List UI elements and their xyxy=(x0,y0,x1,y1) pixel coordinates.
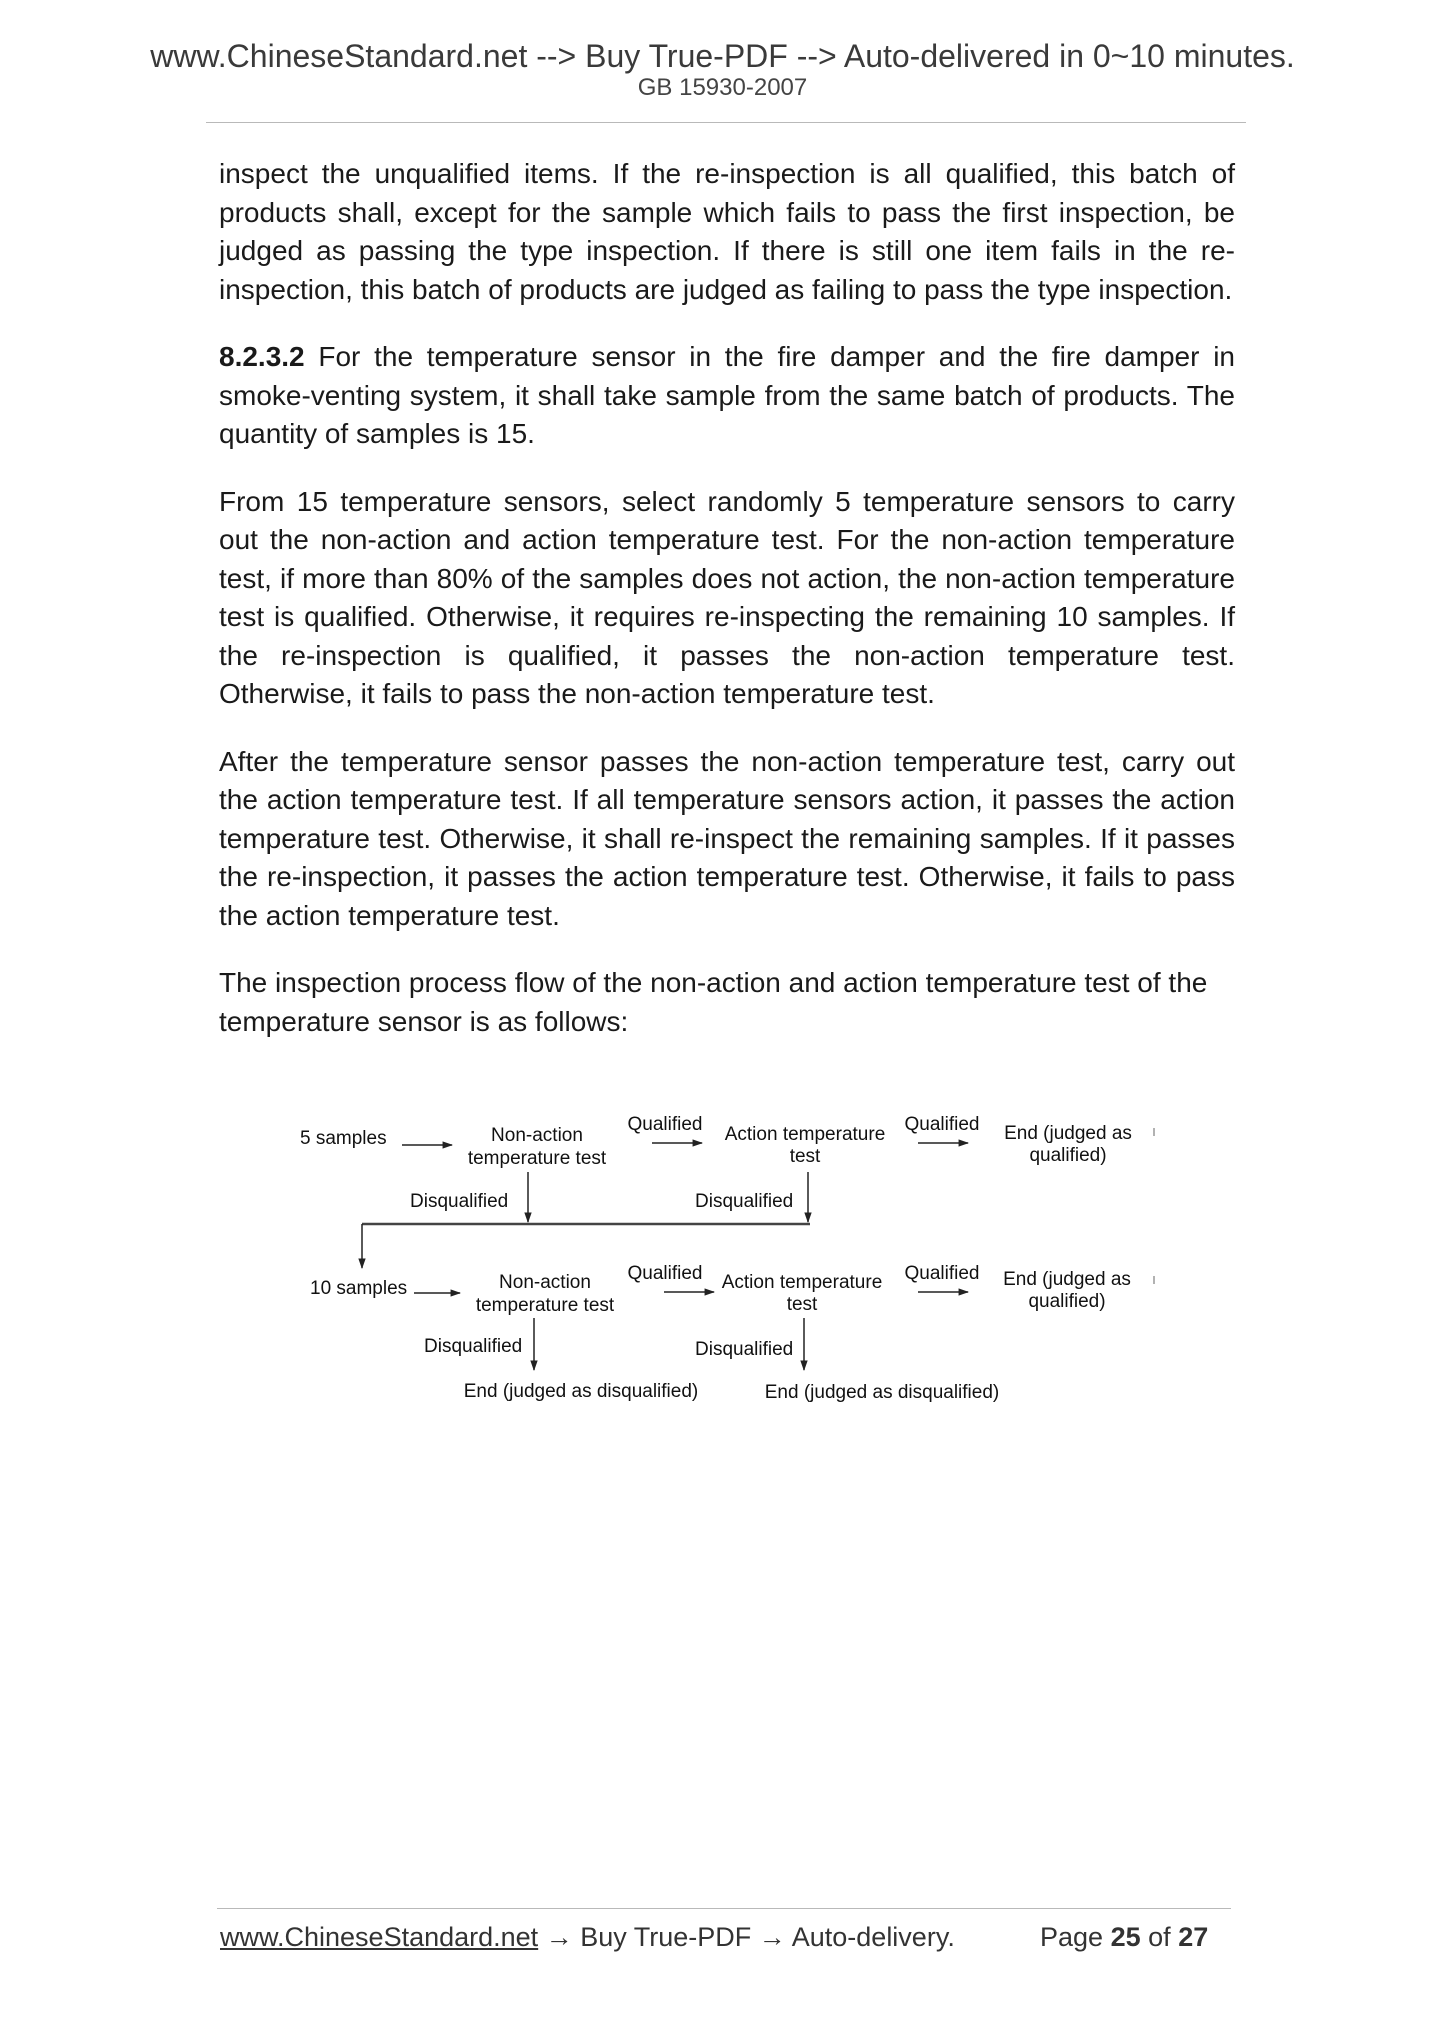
flow-start-10-samples: 10 samples xyxy=(310,1278,408,1299)
flow-row2-test1-line1: Non-action xyxy=(499,1272,591,1293)
page-word: Page xyxy=(1040,1922,1104,1952)
paragraph-text: The inspection process flow of the non-action and action temperature test of the temperature sensor is as follows: xyxy=(219,967,1208,1037)
flow-row1-disqualified2: Disqualified xyxy=(695,1191,794,1212)
paragraph-continuation xyxy=(219,155,1235,309)
standard-number: GB 15930-2007 xyxy=(637,74,808,101)
clause-8-2-3-2 xyxy=(219,338,1235,454)
flow-row2-test1-line2: temperature test xyxy=(475,1295,615,1316)
flow-row2-test2-line2: test xyxy=(786,1294,818,1315)
paragraph-text: After the temperature sensor passes the non-action temperature test, carry out the action temperature test. If all temperature sensors action, it passes the action temperature test. Otherwise, it shall re-inspect the remaining samples. If it passes the re-inspection, it passes the action temperature test. Otherwise, it fails to pass the action temperature test. xyxy=(219,745,1235,931)
footer-tagline: → Buy True-PDF → Auto-delivery. xyxy=(538,1922,955,1952)
flow-row2-qualified1: Qualified xyxy=(627,1263,703,1284)
flow-row2-end-line1: End (judged as xyxy=(1003,1269,1131,1290)
flow-start-5-samples: 5 samples xyxy=(300,1128,387,1149)
flow-row1-disqualified1: Disqualified xyxy=(410,1191,509,1212)
page-indicator xyxy=(1040,1922,1208,1953)
flow-row2-test2-line1: Action temperature xyxy=(721,1272,883,1293)
flow-row1-test1-line2: temperature test xyxy=(467,1148,607,1169)
clause-number: 8.2.3.2 xyxy=(219,341,305,372)
flow-row1-test2-line1: Action temperature xyxy=(724,1124,886,1145)
flow-row2-disqualified2: Disqualified xyxy=(695,1339,794,1360)
document-body xyxy=(219,155,1235,1070)
paragraph-non-action-test xyxy=(219,483,1235,714)
page-total: 27 xyxy=(1178,1922,1209,1952)
flow-end-disqualified-2: End (judged as disqualified) xyxy=(764,1382,1000,1403)
paragraph-text: For the temperature sensor in the fire damper and the fire damper in smoke-venting system, it shall take sample from the same batch of products. The quantity of samples is 15. xyxy=(219,341,1235,449)
flow-row2-disqualified1: Disqualified xyxy=(424,1336,523,1357)
page-current: 25 xyxy=(1110,1922,1141,1952)
page-of: of xyxy=(1148,1922,1171,1952)
header-divider xyxy=(206,122,1246,123)
paragraph-action-test xyxy=(219,743,1235,936)
flow-row1-test1-line1: Non-action xyxy=(491,1125,583,1146)
paragraph-text: inspect the unqualified items. If the re-inspection is all qualified, this batch of products shall, except for the sample which fails to pass the first inspection, be judged as passing the type inspection. If there is still one item fails in the re-inspection, this batch of products are judged as failing to pass the type inspection. xyxy=(219,158,1235,305)
flow-end-disqualified-1: End (judged as disqualified) xyxy=(463,1381,699,1402)
flow-row2-qualified2: Qualified xyxy=(904,1263,980,1284)
footer-left xyxy=(220,1922,955,1953)
header-banner: www.ChineseStandard.net --> Buy True-PDF --> Auto-delivered in 0~10 minutes. xyxy=(150,38,1295,74)
flow-row1-test2-line2: test xyxy=(789,1146,821,1167)
flow-row1-end-line2: qualified) xyxy=(1029,1145,1107,1166)
paragraph-flow-intro xyxy=(219,964,1235,1041)
flow-row1-end-line1: End (judged as xyxy=(1004,1123,1132,1144)
footer-site-link[interactable]: www.ChineseStandard.net xyxy=(220,1922,539,1952)
flow-row1-qualified1: Qualified xyxy=(627,1114,703,1135)
footer-divider xyxy=(217,1908,1231,1909)
paragraph-text: From 15 temperature sensors, select randomly 5 temperature sensors to carry out the non-action and action temperature test. For the non-action temperature test, if more than 80% of the samples does not action, the non-action temperature test is qualified. Otherwise, it requires re-inspecting the remaining 10 samples. If the re-inspection is qualified, it passes the non-action temperature test. Otherwise, it fails to pass the non-action temperature test. xyxy=(219,485,1235,709)
flow-row2-end-line2: qualified) xyxy=(1028,1291,1106,1312)
flow-row1-qualified2: Qualified xyxy=(904,1114,980,1135)
